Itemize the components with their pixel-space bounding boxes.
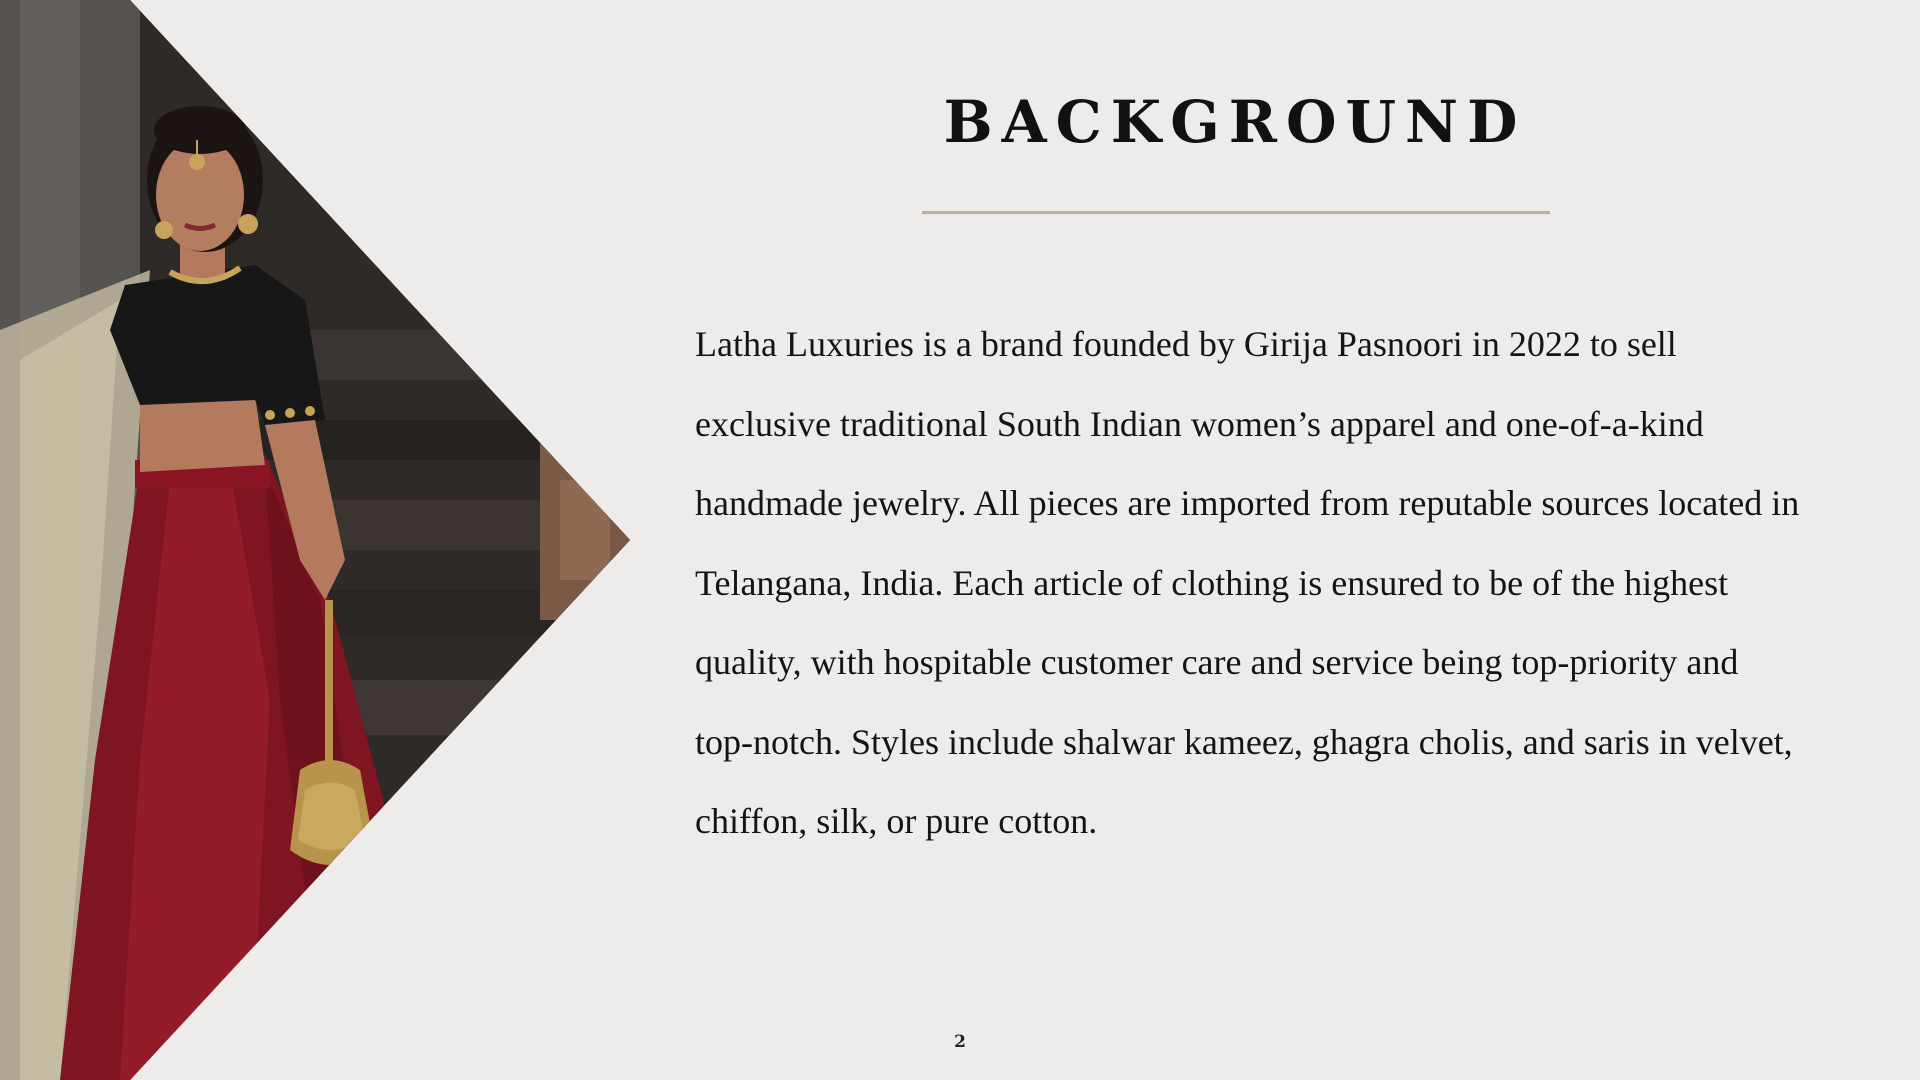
- background-paragraph: Latha Luxuries is a brand founded by Girija Pasnoori in 2022 to sell exclusive traditional South Indian women’s apparel and one-of-a-kind handmade jewelry. All pieces are imported from reputable sources located in Telangana, India. Each article of clothing is ensured to be of the highest quality, with hospitable customer care and service being top-priority and top-notch. Styles include shalwar kameez, ghagra cholis, and saris in velvet, chiffon, silk, or pure cotton.: [695, 324, 1800, 841]
- model-photo-illustration: [0, 0, 630, 1080]
- page-number: 2: [954, 1032, 966, 1052]
- title-divider: [922, 211, 1550, 214]
- slide-title: BACKGROUND: [943, 88, 1527, 156]
- model-photo: [0, 0, 630, 1080]
